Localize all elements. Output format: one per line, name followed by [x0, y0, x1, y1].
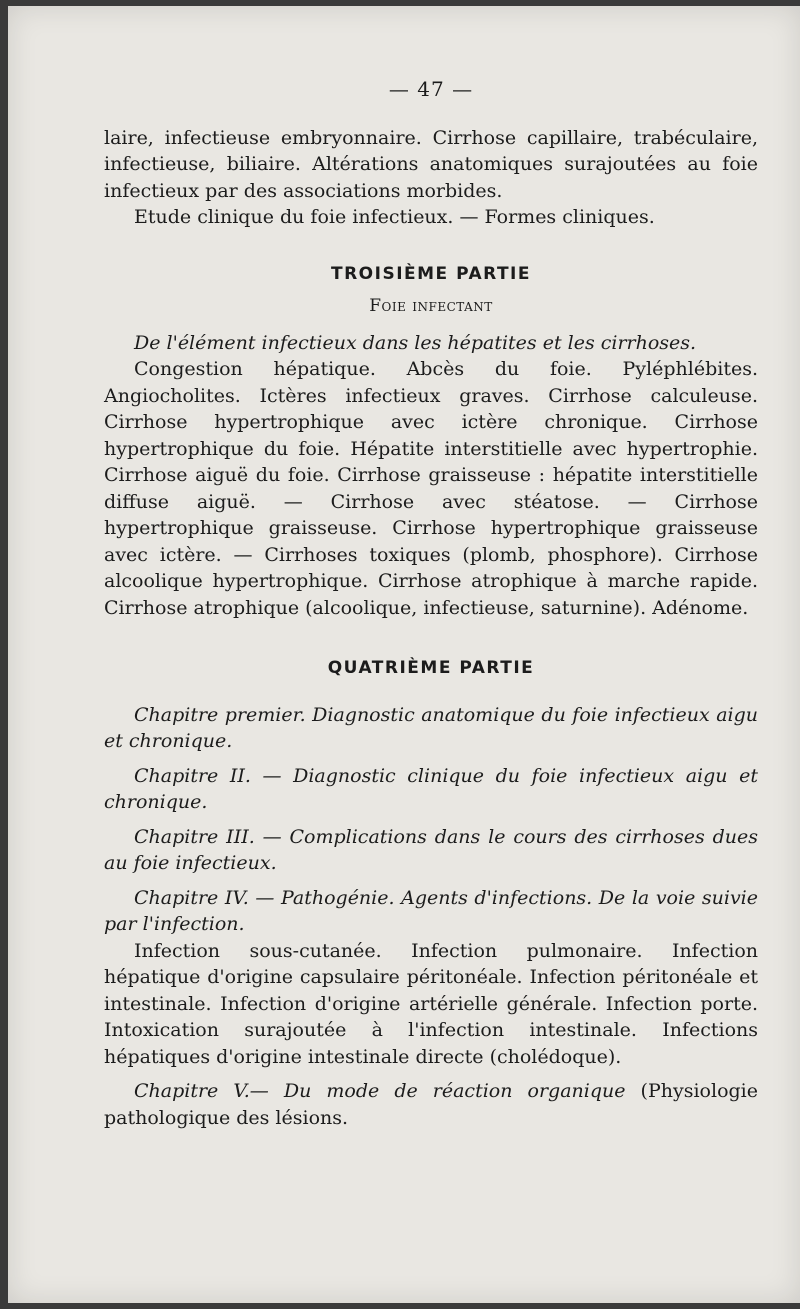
book-page [8, 6, 800, 1303]
chapter-entry: Chapitre II. — Diagnostic clinique du foie infectieux aigu et chronique. [104, 764, 758, 813]
part3-title: TROISIÈME PARTIE [330, 263, 531, 284]
page-text [104, 76, 758, 1131]
part3-heading: De l'élément infectieux dans les hépatites et les cirrhoses. [134, 331, 697, 354]
chapter4-body: Infection sous-cutanée. Infection pulmonaire. Infection hépatique d'origine capsulaire péritonéale. Infection péritonéale et intestinale. Infection d'origine artérielle générale. Infection porte. Intoxication surajoutée à l'infection intestinale. Infections hépatiques d'origine intestinale directe (cholédoque). [104, 939, 758, 1068]
part3-subtitle: Foie infectant [369, 296, 493, 316]
chapter5-entry [104, 1078, 758, 1131]
part4-title: QUATRIÈME PARTIE [327, 658, 535, 678]
chapter-entry: Chapitre IV. — Pathogénie. Agents d'infections. De la voie suivie par l'infection. [104, 886, 758, 935]
intro-paragraph: laire, infectieuse embryonnaire. Cirrhose capillaire, trabéculaire, infectieuse, biliaire. Altérations anatomiques surajoutées au foie infectieux par des associations morbides. [104, 126, 758, 202]
chapter5-title: Chapitre V.— Du mode de réaction organique [134, 1080, 626, 1102]
chapter-entry: Chapitre premier. Diagnostic anatomique du foie infectieux aigu et chronique. [104, 703, 758, 752]
chapter5-rest: (Physiologie pathologique des lésions. [104, 1080, 758, 1129]
intro-paragraph: Etude clinique du foie infectieux. — Formes cliniques. [134, 206, 655, 228]
part3-body: Congestion hépatique. Abcès du foie. Pyléphlébites. Angiocholites. Ictères infectieux graves. Cirrhose calculeuse. Cirrhose hypertrophique avec ictère chronique. Cirrhose hypertrophique du foie. Hépatite interstitielle avec hypertrophie. Cirrhose aiguë du foie. Cirrhose graisseuse : hépatite interstitielle diffuse aiguë. — Cirrhose avec stéatose. — Cirrhose hypertrophique graisseuse. Cirrhose hypertrophique graisseuse avec ictère. — Cirrhoses toxiques (plomb, phosphore). Cirrhose alcoolique hypertrophique. Cirrhose atrophique à marche rapide. Cirrhose atrophique (alcoolique, infectieuse, saturnine). Adénome. [104, 358, 758, 619]
page-number: — 47 — [388, 77, 474, 101]
chapter-entry: Chapitre III. — Complications dans le cours des cirrhoses dues au foie infectieux. [104, 825, 758, 874]
